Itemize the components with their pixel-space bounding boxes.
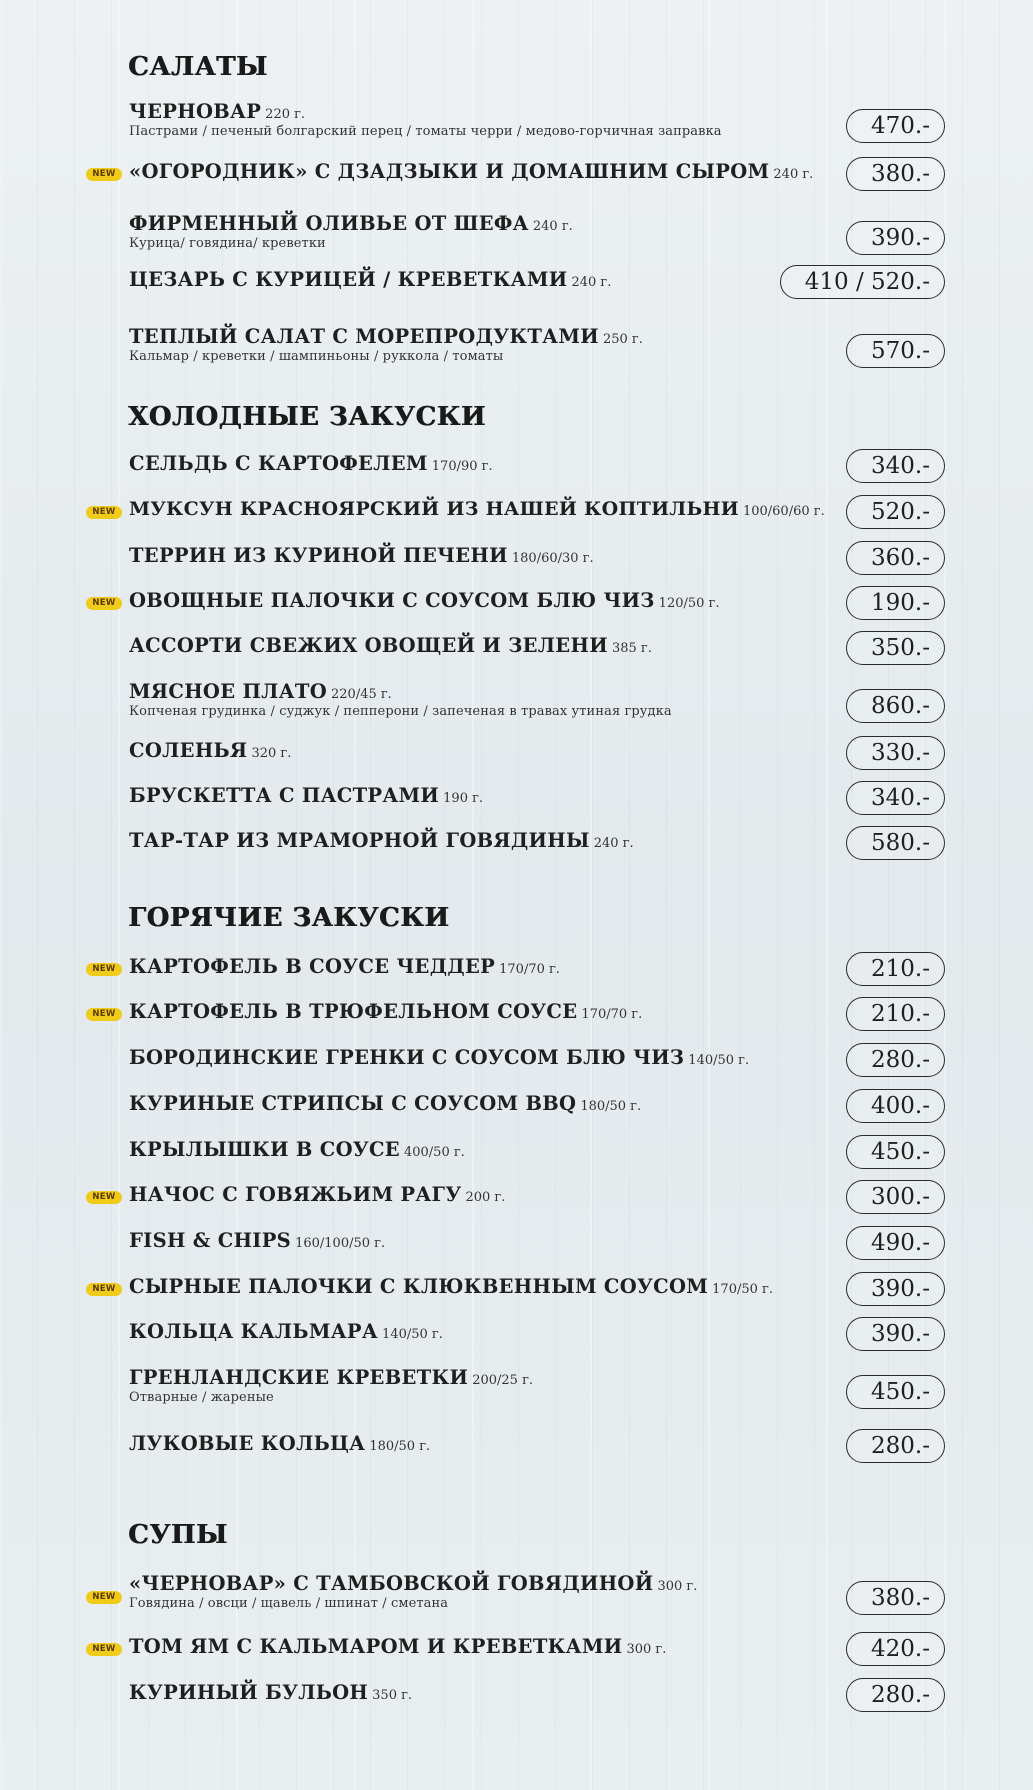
item-text: [129, 1138, 465, 1161]
item-weight: 180/50 г.: [369, 1439, 431, 1454]
item-weight: 170/70 г.: [581, 1007, 643, 1022]
item-weight: 240 г.: [571, 275, 612, 290]
item-price: 860.-: [846, 689, 945, 723]
menu-item: [0, 1000, 1033, 1046]
item-weight: 250 г.: [602, 332, 643, 347]
item-text: [129, 325, 643, 364]
item-price: 400.-: [846, 1089, 945, 1123]
item-weight: 320 г.: [251, 746, 292, 761]
item-name: БРУСКЕТТА С ПАСТРАМИ: [129, 784, 440, 807]
item-text: [129, 680, 672, 719]
item-price: 300.-: [846, 1180, 945, 1214]
item-weight: 100/60/60 г.: [742, 504, 825, 519]
menu-item: [0, 100, 1033, 146]
item-weight: 220 г.: [265, 107, 306, 122]
menu-item: [0, 589, 1033, 635]
menu-item: [0, 1681, 1033, 1727]
item-price: 360.-: [846, 541, 945, 575]
item-name: «ОГОРОДНИК» С ДЗАДЗЫКИ И ДОМАШНИМ СЫРОМ: [129, 160, 770, 183]
item-price: 380.-: [846, 157, 945, 191]
menu-item: [0, 160, 1033, 206]
new-badge: NEW: [86, 597, 122, 610]
new-badge: NEW: [86, 506, 122, 519]
item-text: [129, 784, 483, 807]
new-badge: NEW: [86, 1008, 122, 1021]
item-price: 350.-: [846, 631, 945, 665]
item-text: [129, 1000, 642, 1023]
item-price: 420.-: [846, 1632, 945, 1666]
item-weight: 170/70 г.: [499, 962, 560, 977]
item-text: [129, 955, 560, 978]
menu-item: [0, 634, 1033, 680]
item-name: КАРТОФЕЛЬ В ТРЮФЕЛЬНОМ СОУСЕ: [129, 1000, 578, 1023]
menu-item: [0, 955, 1033, 1001]
item-weight: 180/50 г.: [580, 1099, 642, 1114]
item-weight: 200/25 г.: [472, 1373, 534, 1388]
menu-item: [0, 325, 1033, 371]
item-weight: 300 г.: [626, 1642, 667, 1657]
item-name: ЦЕЗАРЬ С КУРИЦЕЙ / КРЕВЕТКАМИ: [129, 268, 568, 291]
new-badge: NEW: [86, 963, 122, 976]
item-name: КУРИНЫЙ БУЛЬОН: [129, 1681, 369, 1704]
new-badge: NEW: [86, 1643, 122, 1656]
menu-item: [0, 1229, 1033, 1275]
item-description: Кальмар / креветки / шампиньоны / руккола / томаты: [129, 349, 504, 364]
item-price: 490.-: [846, 1226, 945, 1260]
menu-item: [0, 1275, 1033, 1321]
item-text: [129, 1183, 505, 1206]
item-weight: 240 г.: [773, 167, 814, 182]
item-name: КРЫЛЫШКИ В СОУСЕ: [129, 1138, 400, 1161]
item-description: Курица/ говядина/ креветки: [129, 236, 326, 251]
item-weight: 385 г.: [611, 641, 652, 656]
item-name: МЯСНОЕ ПЛАТО: [129, 680, 327, 703]
item-description: Отварные / жареные: [129, 1390, 274, 1405]
menu-item: [0, 1635, 1033, 1681]
item-price: 450.-: [846, 1135, 945, 1169]
item-description: Говядина / овсци / щавель / шпинат / сметана: [129, 1596, 449, 1611]
item-name: ФИРМЕННЫЙ ОЛИВЬЕ ОТ ШЕФА: [129, 212, 529, 235]
item-description: Копченая грудинка / суджук / пепперони / запеченая в травах утиная грудка: [129, 704, 672, 719]
menu-item: [0, 784, 1033, 830]
item-text: [129, 100, 722, 139]
item-price: 340.-: [846, 781, 945, 815]
menu-item: [0, 1183, 1033, 1229]
item-name: КОЛЬЦА КАЛЬМАРА: [129, 1320, 379, 1343]
item-text: [129, 160, 813, 183]
section-title: САЛАТЫ: [128, 52, 268, 82]
section-title: ГОРЯЧИЕ ЗАКУСКИ: [128, 903, 450, 933]
item-name: ЛУКОВЫЕ КОЛЬЦА: [129, 1432, 366, 1455]
item-name: ГРЕНЛАНДСКИЕ КРЕВЕТКИ: [129, 1366, 469, 1389]
item-price: 470.-: [846, 109, 945, 143]
item-text: [129, 1432, 430, 1455]
item-price: 280.-: [846, 1043, 945, 1077]
menu-item: [0, 498, 1033, 544]
item-name: СЕЛЬДЬ С КАРТОФЕЛЕМ: [129, 452, 428, 475]
item-name: СОЛЕНЬЯ: [129, 739, 248, 762]
item-weight: 200 г.: [465, 1190, 506, 1205]
item-text: [129, 1046, 749, 1069]
item-price: 380.-: [846, 1581, 945, 1615]
item-text: [129, 589, 719, 612]
item-name: СЫРНЫЕ ПАЛОЧКИ С КЛЮКВЕННЫМ СОУСОМ: [129, 1275, 709, 1298]
item-name: ТЕРРИН ИЗ КУРИНОЙ ПЕЧЕНИ: [129, 544, 508, 567]
item-weight: 170/90 г.: [431, 459, 493, 474]
item-text: [129, 544, 594, 567]
item-weight: 240 г.: [532, 219, 573, 234]
item-price: 280.-: [846, 1429, 945, 1463]
item-weight: 220/45 г.: [331, 687, 392, 702]
menu-item: [0, 829, 1033, 875]
menu-item: [0, 739, 1033, 785]
item-name: ТЕПЛЫЙ САЛАТ С МОРЕПРОДУКТАМИ: [129, 325, 599, 348]
item-weight: 170/50 г.: [712, 1282, 773, 1297]
new-badge: NEW: [86, 1283, 122, 1296]
item-price: 520.-: [846, 495, 945, 529]
item-weight: 140/50 г.: [688, 1053, 750, 1068]
item-name: БОРОДИНСКИЕ ГРЕНКИ С СОУСОМ БЛЮ ЧИЗ: [129, 1046, 685, 1069]
item-text: [129, 1572, 697, 1611]
new-badge: NEW: [86, 1191, 122, 1204]
section-title: СУПЫ: [128, 1520, 228, 1550]
item-price: 450.-: [846, 1375, 945, 1409]
item-price: 570.-: [846, 334, 945, 368]
item-name: КУРИНЫЕ СТРИПСЫ С СОУСОМ BBQ: [129, 1092, 577, 1115]
menu-item: [0, 212, 1033, 258]
item-text: [129, 829, 634, 852]
item-name: ЧЕРНОВАР: [129, 100, 262, 123]
menu-item: [0, 1092, 1033, 1138]
item-name: АССОРТИ СВЕЖИХ ОВОЩЕЙ И ЗЕЛЕНИ: [129, 634, 608, 657]
item-name: «ЧЕРНОВАР» С ТАМБОВСКОЙ ГОВЯДИНОЙ: [129, 1572, 654, 1595]
item-text: [129, 739, 291, 762]
item-price: 390.-: [846, 1272, 945, 1306]
item-text: [129, 268, 611, 291]
item-text: [129, 1229, 385, 1252]
item-weight: 140/50 г.: [382, 1327, 443, 1342]
item-name: ОВОЩНЫЕ ПАЛОЧКИ С СОУСОМ БЛЮ ЧИЗ: [129, 589, 655, 612]
item-text: [129, 1092, 641, 1115]
menu-item: [0, 680, 1033, 726]
item-price: 210.-: [846, 952, 945, 986]
item-weight: 160/100/50 г.: [295, 1236, 386, 1251]
menu-item: [0, 452, 1033, 498]
item-name: ТАР-ТАР ИЗ МРАМОРНОЙ ГОВЯДИНЫ: [129, 829, 590, 852]
menu-item: [0, 544, 1033, 590]
item-weight: 240 г.: [593, 836, 634, 851]
item-name: ТОМ ЯМ С КАЛЬМАРОМ И КРЕВЕТКАМИ: [129, 1635, 623, 1658]
item-price: 340.-: [846, 449, 945, 483]
item-weight: 190 г.: [443, 791, 484, 806]
menu-item: [0, 1572, 1033, 1618]
item-weight: 300 г.: [657, 1579, 698, 1594]
item-text: [129, 212, 573, 251]
item-price: 330.-: [846, 736, 945, 770]
item-weight: 350 г.: [372, 1688, 413, 1703]
item-text: [129, 498, 825, 520]
item-text: [129, 634, 652, 657]
menu-item: [0, 1366, 1033, 1412]
new-badge: NEW: [86, 1591, 122, 1604]
item-description: Пастрами / печеный болгарский перец / томаты черри / медово-горчичная заправка: [129, 124, 722, 139]
item-text: [129, 1681, 412, 1704]
item-price: 580.-: [846, 826, 945, 860]
menu-item: [0, 1046, 1033, 1092]
item-name: МУКСУН КРАСНОЯРСКИЙ ИЗ НАШЕЙ КОПТИЛЬНИ: [129, 498, 739, 520]
item-name: КАРТОФЕЛЬ В СОУСЕ ЧЕДДЕР: [129, 955, 496, 978]
item-name: НАЧОС С ГОВЯЖЬИМ РАГУ: [129, 1183, 462, 1206]
menu-item: [0, 1432, 1033, 1478]
item-weight: 180/60/30 г.: [511, 551, 594, 566]
item-price: 390.-: [846, 1317, 945, 1351]
item-name: FISH & CHIPS: [129, 1229, 292, 1252]
new-badge: NEW: [86, 168, 122, 181]
item-price: 210.-: [846, 997, 945, 1031]
item-text: [129, 452, 493, 475]
item-price: 190.-: [846, 586, 945, 620]
item-price: 390.-: [846, 221, 945, 255]
item-text: [129, 1320, 443, 1343]
item-weight: 120/50 г.: [658, 596, 720, 611]
item-price: 280.-: [846, 1678, 945, 1712]
item-text: [129, 1275, 773, 1298]
item-text: [129, 1635, 666, 1658]
menu-item: [0, 1138, 1033, 1184]
item-weight: 400/50 г.: [403, 1145, 465, 1160]
section-title: ХОЛОДНЫЕ ЗАКУСКИ: [128, 402, 486, 432]
menu-item: [0, 268, 1033, 314]
menu-item: [0, 1320, 1033, 1366]
item-price: 410 / 520.-: [780, 265, 945, 299]
item-text: [129, 1366, 533, 1405]
